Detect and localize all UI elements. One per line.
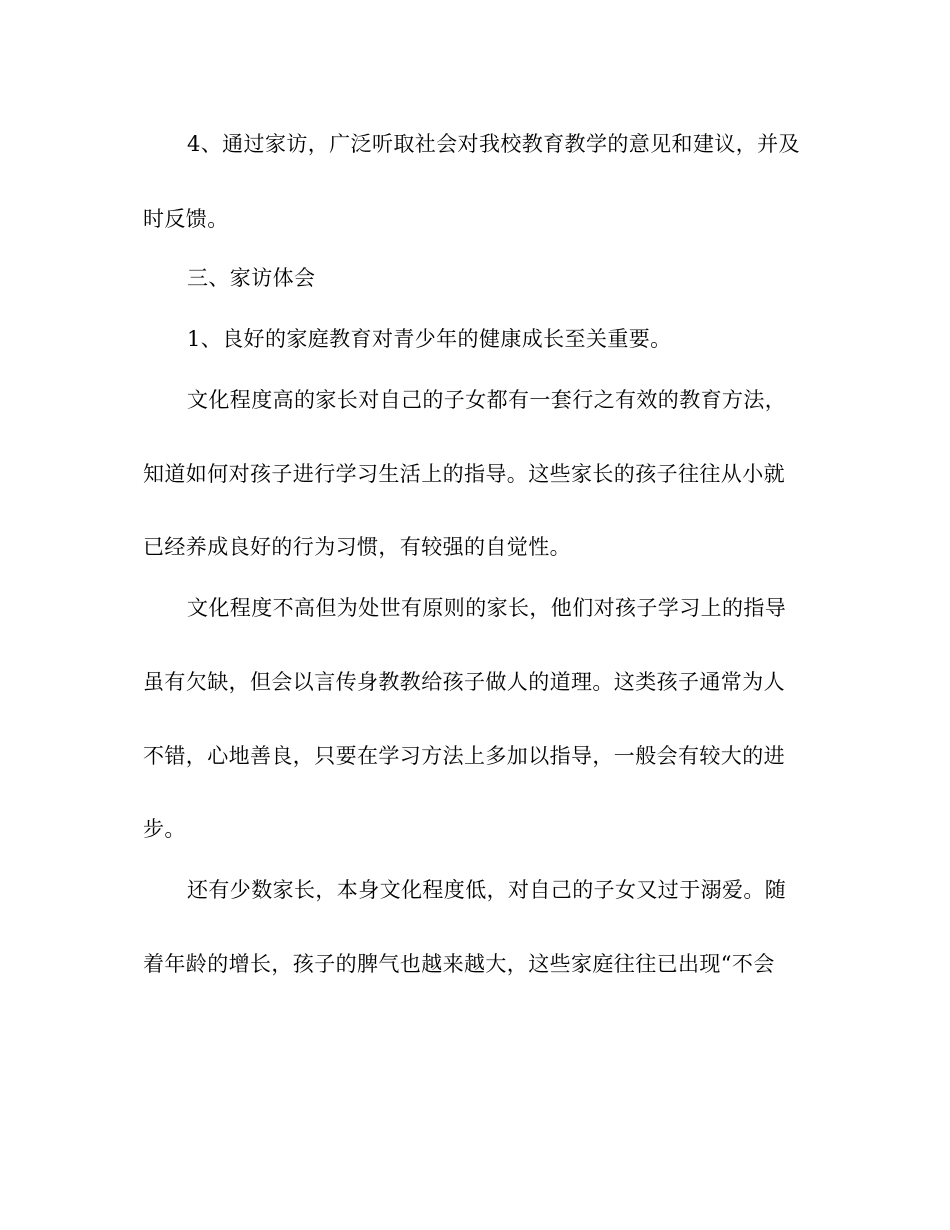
paragraph-line-7: 虽有欠缺，但会以言传身教教给孩子做人的道理。这类孩子通常为人 (143, 670, 785, 694)
paragraph-line-4: 知道如何对孩子进行学习生活上的指导。这些家长的孩子往往从小就 (143, 462, 785, 486)
paragraph-line-9: 步。 (143, 817, 186, 841)
paragraph-line-11: 着年龄的增长，孩子的脾气也越来越大，这些家庭往往已出现“不会 (143, 952, 775, 976)
paragraph-line-3: 文化程度高的家长对自己的子女都有一套行之有效的教育方法， (187, 388, 787, 412)
paragraph-line-1: 4、通过家访，广泛听取社会对我校教育教学的意见和建议，并及 (187, 132, 800, 156)
section-heading: 三、家访体会 (187, 266, 316, 290)
paragraph-line-2: 时反馈。 (143, 207, 229, 231)
paragraph-line-8: 不错，心地善良，只要在学习方法上多加以指导，一般会有较大的进 (143, 744, 785, 768)
paragraph-line-6: 文化程度不高但为处世有原则的家长，他们对孩子学习上的指导 (187, 596, 787, 620)
paragraph-line-5: 已经养成良好的行为习惯，有较强的自觉性。 (143, 535, 571, 559)
subheading-1: 1、良好的家庭教育对青少年的健康成长至关重要。 (187, 327, 672, 351)
paragraph-line-10: 还有少数家长，本身文化程度低，对自己的子女又过于溺爱。随 (187, 878, 787, 902)
